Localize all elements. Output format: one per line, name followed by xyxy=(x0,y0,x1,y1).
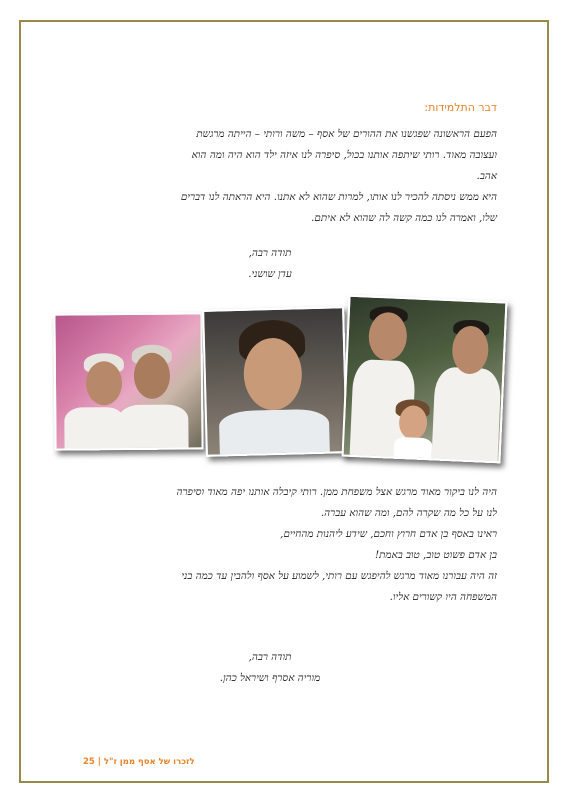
paragraph-line: אהב. xyxy=(476,170,497,182)
signature-thanks: תודה רבה, xyxy=(248,247,292,259)
paragraph-line: היה לנו ביקור מאוד מרגש אצל משפחת ממן. רותי קיבלה אותנו יפה מאוד וסיפרה xyxy=(176,486,497,498)
students-paragraph-2 xyxy=(77,482,497,608)
page-footer: לזכרו של אסף ממן ז"ל | 25 xyxy=(83,757,195,767)
signature-1 xyxy=(170,243,370,285)
signature-thanks: תודה רבה, xyxy=(248,651,292,663)
signature-name: מוריה אסרף ושיראל כהן. xyxy=(219,672,321,684)
paragraph-line: המשפחה היו קשורים אליו. xyxy=(389,591,497,603)
paragraph-line: ועצובה מאוד. רותי שיתפה אותנו בכול, סיפרה לנו איזה ילד הוא היה ומה הוא xyxy=(191,149,497,161)
paragraph-line: ראינו באסף בן אדם חרוץ וחכם, שידע ליהנות מהחיים, xyxy=(280,528,497,540)
paragraph-line: זה היה עבורנו מאוד מרגש להיפגש עם רותי, לשמוע על אסף ולהבין עד כמה בני xyxy=(181,570,497,582)
section-heading: דבר התלמידות: xyxy=(424,101,497,114)
photo-boy-portrait xyxy=(202,306,348,457)
signature-2 xyxy=(170,647,370,689)
paragraph-line: היא ממש ניסתה להכיר לנו אותו, למרות שהוא לא אתנו. היא הראתה לנו דברים xyxy=(180,191,497,203)
students-paragraph-1 xyxy=(77,124,497,229)
paragraph-line: לנו על כל מה שקרה להם, ומה שהוא עברה. xyxy=(320,507,497,519)
photo-two-young-men xyxy=(53,312,203,450)
paragraph-line: שלו, ואמרה לנו כמה קשה לה שהוא לא איתם. xyxy=(311,212,497,224)
signature-name: עדן שושני. xyxy=(248,268,292,280)
photo-brothers-with-girl xyxy=(342,295,508,464)
paragraph-line: בן אדם פשוט טוב, טוב באמת! xyxy=(375,549,497,561)
paragraph-line: הפעם הראשונה שפגשנו את ההורים של אסף – משה ורותי – הייתה מרגשת xyxy=(196,128,497,140)
